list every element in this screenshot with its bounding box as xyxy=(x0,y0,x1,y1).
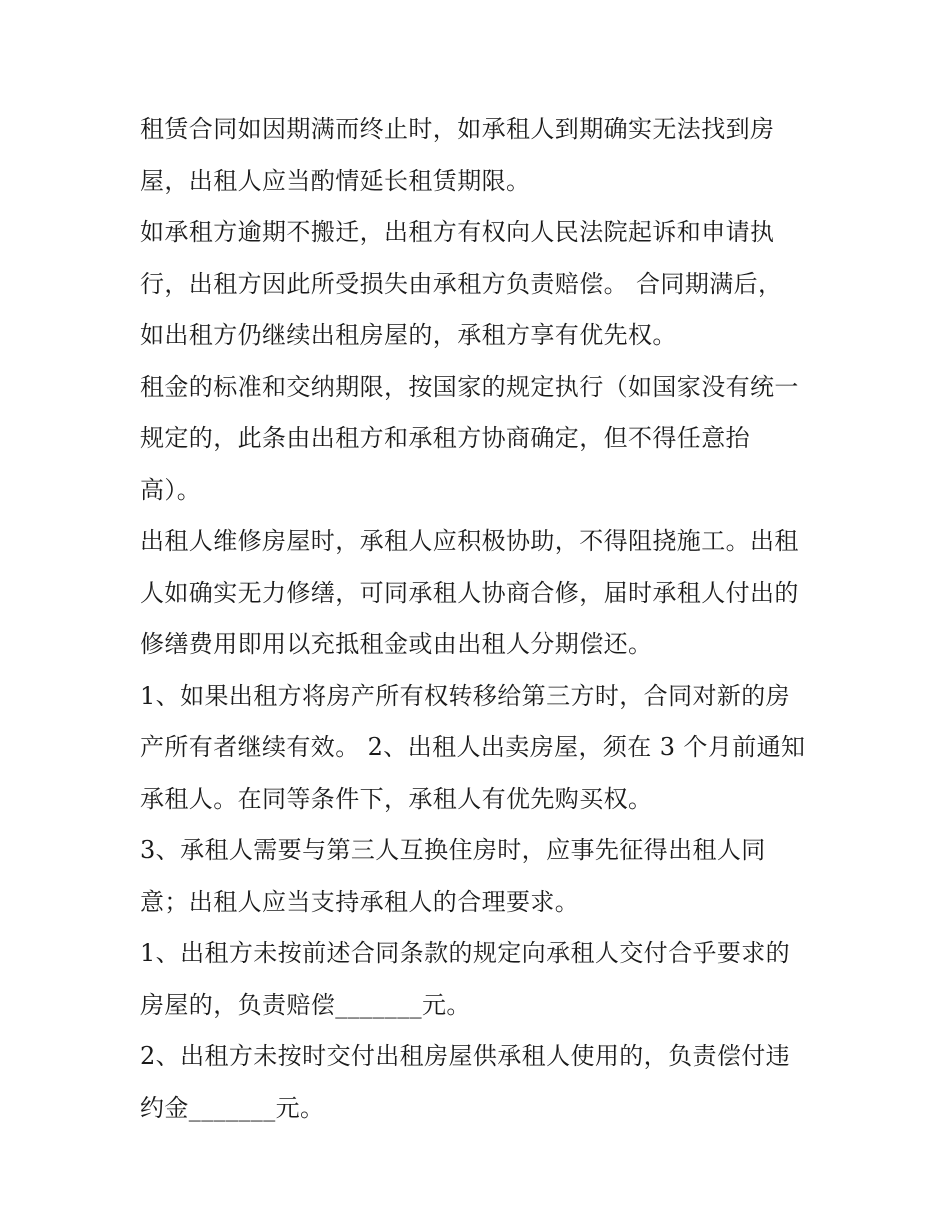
text-line: 屋，出租人应当酌情延长租赁期限。 xyxy=(140,166,531,195)
text-line: 1、如果出租方将房产所有权转移给第三方时，合同对新的房 xyxy=(140,681,791,710)
text-line: 修缮费用即用以充抵租金或由出租人分期偿还。 xyxy=(140,630,653,658)
text-line: 1、出租方未按前述合同条款的规定向承租人交付合乎要求的 xyxy=(140,939,791,967)
text-line: 租金的标准和交纳期限，按国家的规定执行（如国家没有统一 xyxy=(140,372,799,401)
text-line: 承租人。在同等条件下，承租人有优先购买权。 xyxy=(140,784,653,813)
text-line: 约金_______元。 xyxy=(140,1093,325,1122)
paragraph-rent-standard xyxy=(140,362,820,517)
paragraph-compensation xyxy=(140,928,820,1031)
text-line: 出租人维修房屋时，承租人应积极协助，不得阻挠施工。出租 xyxy=(140,527,799,555)
paragraph-late-delivery-penalty xyxy=(140,1031,820,1134)
text-line: 行，出租方因此所受损失由承租方负责赔偿。 合同期满后， xyxy=(140,269,783,298)
text-line: 3、承租人需要与第三人互换住房时，应事先征得出租人同 xyxy=(140,836,766,864)
paragraph-housing-exchange xyxy=(140,825,820,928)
document-body xyxy=(140,104,820,1134)
text-line: 租赁合同如因期满而终止时，如承租人到期确实无法找到房 xyxy=(140,115,775,143)
paragraph-lease-expiry xyxy=(140,104,820,207)
text-line: 高）。 xyxy=(140,475,202,504)
text-line: 如承租方逾期不搬迁，出租方有权向人民法院起诉和申请执 xyxy=(140,218,775,246)
paragraph-repairs xyxy=(140,516,820,671)
text-line: 意；出租人应当支持承租人的合理要求。 xyxy=(140,887,580,916)
paragraph-ownership-transfer xyxy=(140,671,820,826)
paragraph-overdue-moving xyxy=(140,207,820,362)
text-line: 如出租方仍继续出租房屋的，承租方享有优先权。 xyxy=(140,321,677,349)
text-line: 产所有者继续有效。 2、出租人出卖房屋，须在 3 个月前通知 xyxy=(140,733,806,761)
text-line: 人如确实无力修缮，可同承租人协商合修，届时承租人付出的 xyxy=(140,578,799,607)
text-line: 规定的，此条由出租方和承租方协商确定，但不得任意抬 xyxy=(140,424,750,452)
text-line: 房屋的，负责赔偿_______元。 xyxy=(140,990,471,1019)
text-line: 2、出租方未按时交付出租房屋供承租人使用的，负责偿付违 xyxy=(140,1042,791,1070)
